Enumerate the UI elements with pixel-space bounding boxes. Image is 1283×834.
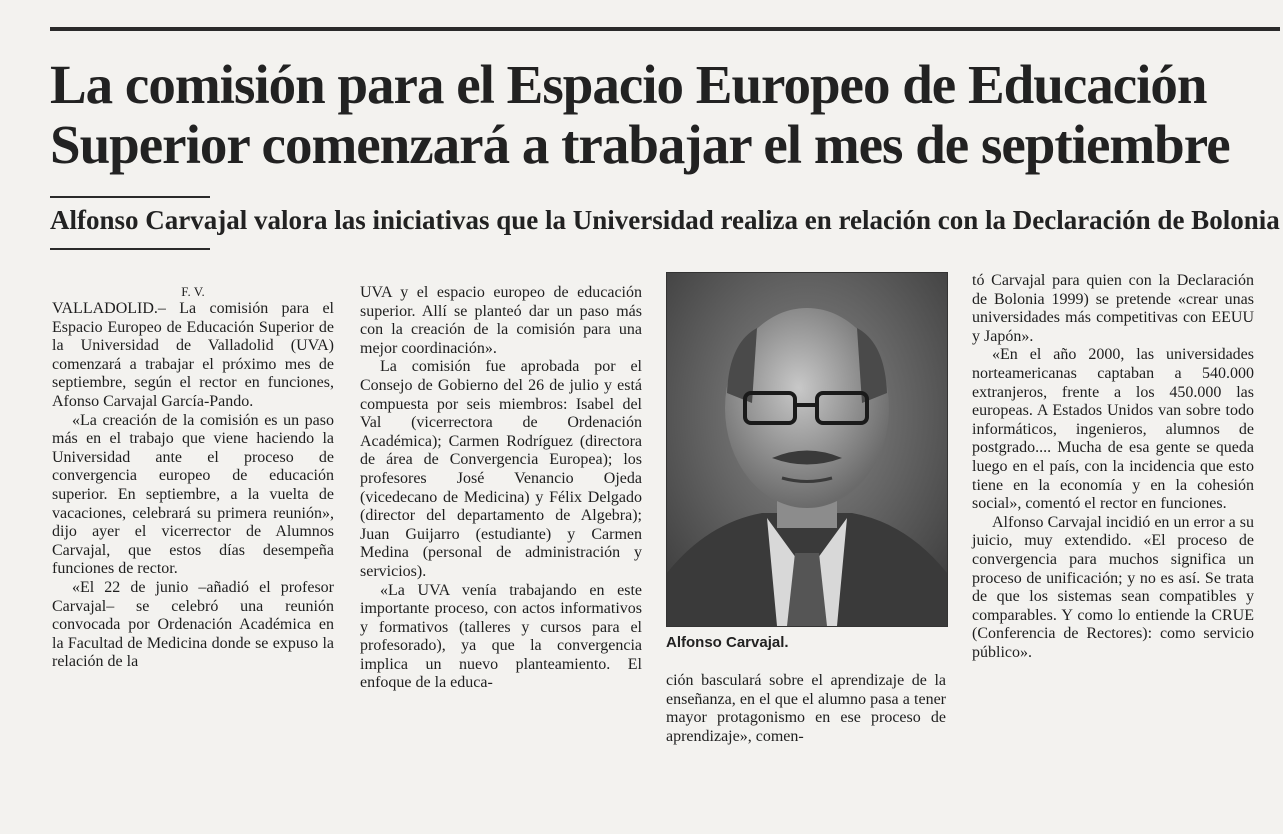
- portrait-photo: [666, 272, 948, 627]
- paragraph: La comisión fue aprobada por el Consejo de Gobierno del 26 de julio y está compuesta por seis miembros: Isabel del Val (vicerrectora de Ordenación Académica); Carmen Rodríguez (directora de área de Convergencia Europea); los profesores José Venancio Ojeda (vicedecano de Medicina) y Félix Delgado (director del departamento de Algebra); Juan Guijarro (estudiante) y Carmen Medina (personal de administración y servicios).: [360, 358, 642, 580]
- byline: F. V.: [181, 284, 205, 299]
- paragraph: «El 22 de junio –añadió el profesor Carvajal– se celebró una reunión convocada por Ordenación Académica en la Facultad de Medicina donde se expuso la relación de la: [52, 578, 334, 671]
- paragraph: «La UVA venía trabajando en este importante proceso, con actos informativos y formativos (talleres y cursos para el profesorado), ya que la convergencia implica un nuevo planteamiento. El enfoque de la educa-: [360, 581, 642, 692]
- paragraph: ción basculará sobre el aprendizaje de la enseñanza, en el que el alumno pasa a tener mayor protagonismo en ese proceso de aprendizaje», comen-: [666, 672, 946, 745]
- paragraph: Alfonso Carvajal incidió en un error a su juicio, muy extendido. «El proceso de convergencia para muchos significa un proceso de unificación; y no es así. Se trata de que los sistemas sean compatibles y comparables. Y como lo entiende la CRUE (Conferencia de Rectores): como servicio público».: [972, 513, 1254, 661]
- paragraph: «La creación de la comisión es un paso más en el trabajo que viene haciendo la Universidad ante el proceso de convergencia europeo de educación superior. En septiembre, a la vuelta de vacaciones, celebrará su primera reunión», dijo ayer el vicerrector de Alumnos Carvajal, que estos días desempeña funciones de rector.: [52, 411, 334, 578]
- paragraph: tó Carvajal para quien con la Declaración de Bolonia 1999) se pretende «crear unas universidades más competitivas con EEUU y Japón».: [972, 272, 1254, 345]
- headline-line-2: Superior comenzará a trabajar el mes de septiembre: [50, 114, 1230, 175]
- paragraph: UVA y el espacio europeo de educación superior. Allí se planteó dar un paso más con la creación de la comisión para una mejor coordinación».: [360, 284, 642, 357]
- photo-caption: Alfonso Carvajal.: [666, 634, 789, 651]
- article-column-1: [52, 284, 334, 672]
- paragraph: «En el año 2000, las universidades norteamericanas captaban a 540.000 extranjeros, frente a los 450.000 las europeas. A Estados Unidos van sobre todo informáticos, ingenieros, alumnos de postgrado.... Mucha de esa gente se queda luego en el país, con la incidencia que esto tiene en la economía y en la cohesión social», comentó el rector en funciones.: [972, 346, 1254, 513]
- headline: [50, 55, 1280, 175]
- subheadline-rule: [50, 248, 210, 250]
- paragraph: VALLADOLID.– La comisión para el Espacio Europeo de Educación Superior de la Universidad de Valladolid (UVA) comenzará a trabajar el próximo mes de septiembre, según el rector en funciones, Afonso Carvajal García-Pando.: [52, 300, 334, 410]
- top-rule: [50, 27, 1280, 31]
- headline-line-1: La comisión para el Espacio Europeo de Educación: [50, 54, 1207, 115]
- subheadline: Alfonso Carvajal valora las iniciativas que la Universidad realiza en relación con la Declaración de Bolonia: [50, 205, 1280, 235]
- article-column-4: [972, 272, 1254, 662]
- portrait-illustration: [667, 273, 947, 626]
- headline-rule: [50, 196, 210, 198]
- article-column-3: [666, 672, 946, 746]
- article-column-2: [360, 284, 642, 693]
